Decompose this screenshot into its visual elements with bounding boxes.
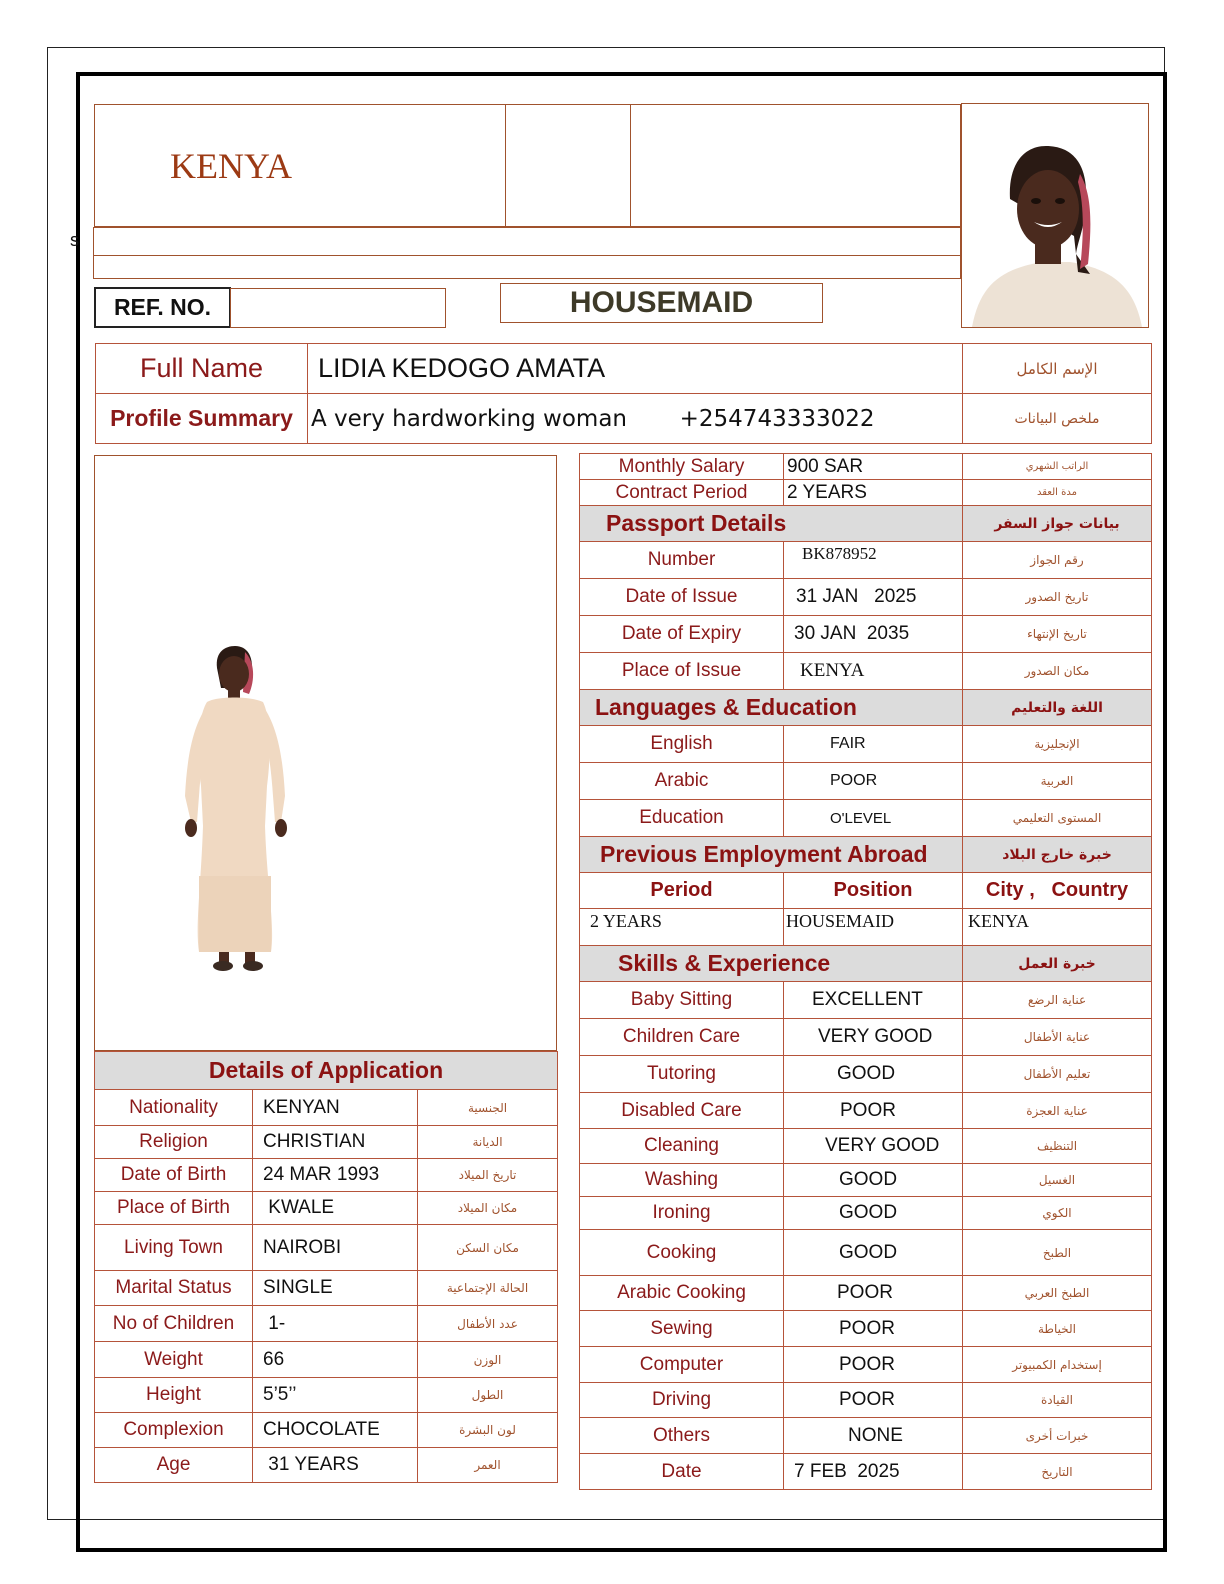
passport-row-value: BK878952: [784, 542, 963, 579]
employment-header-location: City , Country: [963, 873, 1152, 909]
header-blank-box: [630, 104, 961, 227]
passport-row-value: 31 JAN 2025: [784, 579, 963, 616]
skill-row-label: Washing: [580, 1164, 784, 1197]
application-row-label: Living Town: [95, 1225, 253, 1271]
passport-row-value: 30 JAN 2035: [784, 616, 963, 653]
ref-no-field: [230, 288, 446, 328]
skill-row-arabic: الغسيل: [963, 1164, 1152, 1197]
skill-row-value: GOOD: [784, 1164, 963, 1197]
passport-title: Passport Details: [580, 506, 963, 542]
contract-row-arabic: الراتب الشهري: [963, 454, 1152, 480]
application-row-label: No of Children: [95, 1306, 253, 1342]
employment-title-arabic: خبرة خارج البلاد: [963, 837, 1152, 873]
application-row-arabic: الطول: [418, 1378, 558, 1413]
language-row-arabic: الإنجليزية: [963, 726, 1152, 763]
skill-row-value: 7 FEB 2025: [784, 1454, 963, 1490]
language-row-label: Education: [580, 800, 784, 837]
skill-row-label: Sewing: [580, 1311, 784, 1347]
contract-row-label: Contract Period: [580, 480, 784, 506]
skill-row-arabic: الخياطة: [963, 1311, 1152, 1347]
skill-row-value: POOR: [784, 1383, 963, 1418]
contract-row-value: 2 YEARS: [784, 480, 963, 506]
application-row-value: NAIROBI: [253, 1225, 418, 1271]
passport-row-label: Number: [580, 542, 784, 579]
language-row-value: POOR: [784, 763, 963, 800]
languages-title-arabic: اللغة والتعليم: [963, 690, 1152, 726]
full-name-label: Full Name: [96, 344, 308, 394]
skill-row-label: Others: [580, 1418, 784, 1454]
profile-summary-arabic: ملخص البيانات: [963, 394, 1152, 444]
skill-row-label: Tutoring: [580, 1056, 784, 1093]
stray-mark: s: [70, 230, 79, 250]
header-strip: [93, 255, 961, 279]
application-row-arabic: الديانة: [418, 1126, 558, 1159]
header-strip: [93, 227, 961, 256]
skill-row-value: POOR: [784, 1347, 963, 1383]
passport-row-arabic: تاريخ الإنتهاء: [963, 616, 1152, 653]
application-row-value: CHRISTIAN: [253, 1126, 418, 1159]
languages-title: Languages & Education: [580, 690, 963, 726]
application-row-value: 31 YEARS: [253, 1448, 418, 1483]
skill-row-label: Ironing: [580, 1197, 784, 1230]
skill-row-label: Computer: [580, 1347, 784, 1383]
application-row-label: Nationality: [95, 1090, 253, 1126]
language-row-arabic: العربية: [963, 763, 1152, 800]
full-name-arabic: الإسم الكامل: [963, 344, 1152, 394]
application-row-label: Religion: [95, 1126, 253, 1159]
application-row-arabic: عدد الأطفال: [418, 1306, 558, 1342]
skill-row-arabic: القيادة: [963, 1383, 1152, 1418]
employment-period: 2 YEARS: [580, 909, 784, 946]
country-title: KENYA: [170, 146, 292, 186]
employment-header-period: Period: [580, 873, 784, 909]
contract-row-arabic: مدة العقد: [963, 480, 1152, 506]
skill-row-arabic: تعليم الأطفال: [963, 1056, 1152, 1093]
skill-row-label: Children Care: [580, 1019, 784, 1056]
language-row-label: English: [580, 726, 784, 763]
language-row-value: O'LEVEL: [784, 800, 963, 837]
application-row-value: KWALE: [253, 1192, 418, 1225]
application-row-label: Place of Birth: [95, 1192, 253, 1225]
application-row-label: Height: [95, 1378, 253, 1413]
application-row-label: Age: [95, 1448, 253, 1483]
country-box: [94, 104, 506, 227]
skill-row-label: Cleaning: [580, 1129, 784, 1164]
language-row-label: Arabic: [580, 763, 784, 800]
application-row-value: 1-: [253, 1306, 418, 1342]
employment-position: HOUSEMAID: [784, 909, 963, 946]
skill-row-label: Driving: [580, 1383, 784, 1418]
skill-row-arabic: عناية الرضع: [963, 982, 1152, 1019]
contract-row-label: Monthly Salary: [580, 454, 784, 480]
passport-row-arabic: تاريخ الصدور: [963, 579, 1152, 616]
passport-row-value: KENYA: [784, 653, 963, 690]
profile-text: A very hardworking woman: [311, 405, 628, 432]
headshot-photo: [961, 103, 1149, 328]
header-blank-box: [505, 104, 631, 227]
skill-row-arabic: التنظيف: [963, 1129, 1152, 1164]
passport-row-arabic: رقم الجواز: [963, 542, 1152, 579]
skill-row-label: Cooking: [580, 1230, 784, 1276]
passport-row-arabic: مكان الصدور: [963, 653, 1152, 690]
application-row-arabic: الجنسية: [418, 1090, 558, 1126]
skill-row-value: GOOD: [784, 1056, 963, 1093]
skill-row-arabic: عناية العجزة: [963, 1093, 1152, 1129]
skills-title-arabic: خبرة العمل: [963, 946, 1152, 982]
skill-row-arabic: التاريخ: [963, 1454, 1152, 1490]
skill-row-arabic: الكوي: [963, 1197, 1152, 1230]
details-table: [579, 453, 1152, 1490]
application-row-label: Marital Status: [95, 1271, 253, 1306]
profile-summary-value: [308, 394, 963, 444]
skill-row-arabic: الطبخ: [963, 1230, 1152, 1276]
skill-row-label: Date: [580, 1454, 784, 1490]
application-row-arabic: مكان السكن: [418, 1225, 558, 1271]
passport-row-label: Date of Issue: [580, 579, 784, 616]
application-row-label: Date of Birth: [95, 1159, 253, 1192]
application-row-value: CHOCOLATE: [253, 1413, 418, 1448]
passport-row-label: Date of Expiry: [580, 616, 784, 653]
application-row-value: SINGLE: [253, 1271, 418, 1306]
employment-title: Previous Employment Abroad: [580, 837, 963, 873]
skill-row-label: Disabled Care: [580, 1093, 784, 1129]
skills-title: Skills & Experience: [580, 946, 963, 982]
skill-row-arabic: خبرات أخرى: [963, 1418, 1152, 1454]
skill-row-value: GOOD: [784, 1230, 963, 1276]
application-row-label: Complexion: [95, 1413, 253, 1448]
skill-row-value: POOR: [784, 1276, 963, 1311]
application-row-arabic: مكان الميلاد: [418, 1192, 558, 1225]
employment-header-position: Position: [784, 873, 963, 909]
full-body-photo: [94, 455, 557, 1051]
application-row-arabic: الوزن: [418, 1342, 558, 1378]
application-row-label: Weight: [95, 1342, 253, 1378]
skill-row-value: EXCELLENT: [784, 982, 963, 1019]
passport-title-arabic: بيانات جواز السفر: [963, 506, 1152, 542]
language-row-value: FAIR: [784, 726, 963, 763]
application-row-arabic: تاريخ الميلاد: [418, 1159, 558, 1192]
skill-row-value: POOR: [784, 1311, 963, 1347]
skill-row-arabic: الطبخ العربي: [963, 1276, 1152, 1311]
contract-row-value: 900 SAR: [784, 454, 963, 480]
position-title: HOUSEMAID: [500, 283, 823, 323]
application-row-value: KENYAN: [253, 1090, 418, 1126]
application-title: Details of Application: [95, 1052, 558, 1090]
skill-row-value: NONE: [784, 1418, 963, 1454]
application-row-value: 24 MAR 1993: [253, 1159, 418, 1192]
ref-no-label: REF. NO.: [94, 287, 231, 328]
employment-location: KENYA: [963, 909, 1152, 946]
skill-row-value: VERY GOOD: [784, 1019, 963, 1056]
application-table: [94, 1051, 558, 1483]
skill-row-arabic: عناية الأطفال: [963, 1019, 1152, 1056]
skill-row-arabic: إستخدام الكمبيوتر: [963, 1347, 1152, 1383]
application-row-arabic: الحالة الإجتماعية: [418, 1271, 558, 1306]
application-row-arabic: العمر: [418, 1448, 558, 1483]
language-row-arabic: المستوى التعليمي: [963, 800, 1152, 837]
phone-number: +254743333022: [679, 405, 875, 432]
skill-row-label: Arabic Cooking: [580, 1276, 784, 1311]
application-row-value: 66: [253, 1342, 418, 1378]
application-row-arabic: لون البشرة: [418, 1413, 558, 1448]
skill-row-label: Baby Sitting: [580, 982, 784, 1019]
passport-row-label: Place of Issue: [580, 653, 784, 690]
skill-row-value: GOOD: [784, 1197, 963, 1230]
profile-summary-label: Profile Summary: [96, 394, 308, 444]
full-name-value: LIDIA KEDOGO AMATA: [308, 344, 963, 394]
skill-row-value: VERY GOOD: [784, 1129, 963, 1164]
skill-row-value: POOR: [784, 1093, 963, 1129]
application-row-value: 5’5’’: [253, 1378, 418, 1413]
identity-table: [95, 343, 1152, 444]
